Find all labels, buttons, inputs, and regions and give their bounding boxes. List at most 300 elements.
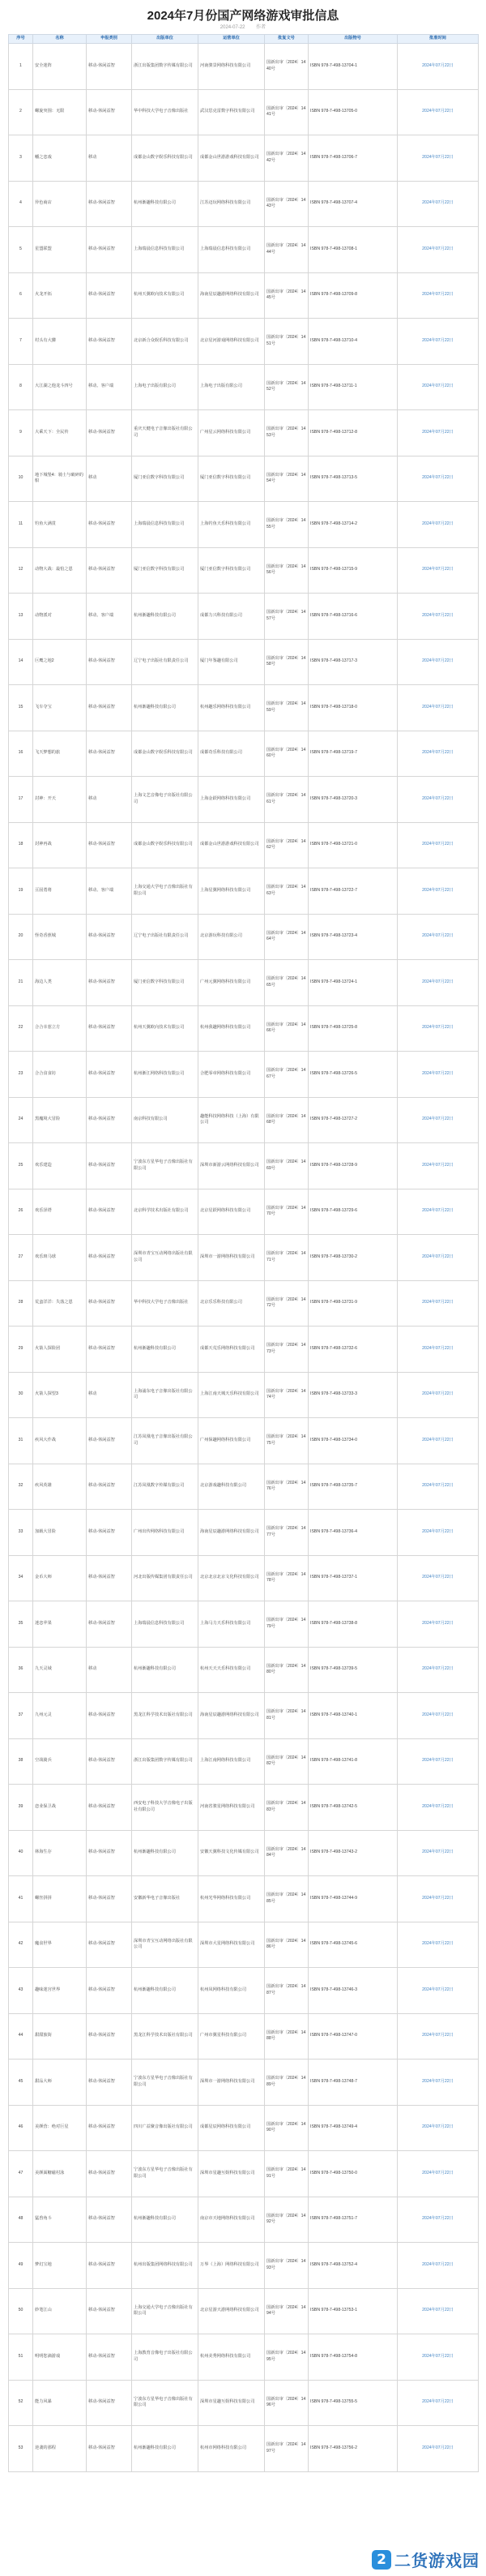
cell-category: 移动-休闲益智 xyxy=(87,2426,132,2472)
cell-isbn: ISBN 978-7-498-13754-8 xyxy=(309,2334,398,2381)
cell-publisher: 杭州渐江网络科技有限公司 xyxy=(132,1052,198,1098)
cell-index: 5 xyxy=(9,227,33,273)
cell-approval-date: 2024年07月22日 xyxy=(398,868,479,915)
cell-publisher: 杭州天翼欧向技术有限公司 xyxy=(132,272,198,319)
cell-isbn: ISBN 978-7-498-13705-0 xyxy=(309,89,398,135)
cell-name: 动物大战：最怕之恩 xyxy=(33,547,87,594)
cell-approval-date: 2024年07月22日 xyxy=(398,1464,479,1510)
cell-operator: 深圳市大星网络科技有限公司 xyxy=(198,1922,265,1968)
cell-publisher: 华中科技大学电子音像出版社 xyxy=(132,89,198,135)
cell-approval-number: 国新出审〔2024〕1478号 xyxy=(265,1555,309,1601)
cell-approval-date: 2024年07月22日 xyxy=(398,1189,479,1235)
table-row xyxy=(9,1510,479,1556)
cell-name: 林海生存 xyxy=(33,1830,87,1876)
cell-category: 移动-休闲益智 xyxy=(87,1280,132,1327)
cell-category: 移动-休闲益智 xyxy=(87,272,132,319)
cell-publisher: 辽宁电子出版社有限责任公司 xyxy=(132,914,198,960)
cell-name: 欢乐建造 xyxy=(33,1143,87,1189)
publish-date: 2024-07-22 xyxy=(220,25,245,30)
cell-name: 逆袭的那程 xyxy=(33,2426,87,2472)
cell-category: 移动-休闲益智 xyxy=(87,2151,132,2197)
cell-category: 移动 xyxy=(87,456,132,502)
cell-name: 火龙开拓 xyxy=(33,272,87,319)
table-body xyxy=(9,44,479,2472)
cell-publisher: 成都金山数字娱乐科技有限公司 xyxy=(132,822,198,868)
cell-index: 51 xyxy=(9,2334,33,2381)
cell-approval-number: 国新出审〔2024〕1451号 xyxy=(265,319,309,365)
table-row xyxy=(9,135,479,182)
cell-category: 移动 xyxy=(87,135,132,182)
cell-category: 移动-休闲益智 xyxy=(87,1189,132,1235)
table-row xyxy=(9,2334,479,2381)
cell-operator: 杭州美秀网络科技有限公司 xyxy=(198,2334,265,2381)
cell-approval-date: 2024年07月22日 xyxy=(398,1601,479,1648)
cell-name: 幡之恋戏 xyxy=(33,135,87,182)
cell-index: 44 xyxy=(9,2013,33,2060)
cell-category: 移动-休闲益智 xyxy=(87,2060,132,2106)
cell-isbn: ISBN 978-7-498-13738-8 xyxy=(309,1601,398,1648)
cell-operator: 深圳市星趣互娱科技有限公司 xyxy=(198,2151,265,2197)
cell-name: 火箭人探望3 xyxy=(33,1372,87,1418)
cell-index: 28 xyxy=(9,1280,33,1327)
cell-index: 21 xyxy=(9,960,33,1006)
table-row xyxy=(9,1922,479,1968)
cell-name: 九州元灵 xyxy=(33,1693,87,1739)
cell-name: 村头有大獾 xyxy=(33,319,87,365)
cell-isbn: ISBN 978-7-498-13722-7 xyxy=(309,868,398,915)
cell-name: 猛兽角斗 xyxy=(33,2197,87,2243)
cell-index: 30 xyxy=(9,1372,33,1418)
cell-publisher: 上海交通大学电子音像出版社有限公司 xyxy=(132,2288,198,2334)
cell-category: 移动-休闲益智 xyxy=(87,1785,132,1831)
cell-name: 恋业保卫战 xyxy=(33,1785,87,1831)
cell-operator: 上海电子出版有限公司 xyxy=(198,364,265,410)
cell-isbn: ISBN 978-7-498-13708-1 xyxy=(309,227,398,273)
cell-isbn: ISBN 978-7-498-13704-1 xyxy=(309,44,398,90)
cell-category: 移动-休闲益智 xyxy=(87,2105,132,2151)
cell-name: 九天灵域 xyxy=(33,1647,87,1693)
cell-category: 移动-休闲益智 xyxy=(87,1235,132,1281)
cell-publisher: 宁波东方星华电子音像出版社有限公司 xyxy=(132,2151,198,2197)
cell-category: 移动-休闲益智 xyxy=(87,914,132,960)
table-row xyxy=(9,1143,479,1189)
cell-operator: 成都星辰网络科技有限公司 xyxy=(198,2105,265,2151)
cell-index: 50 xyxy=(9,2288,33,2334)
cell-name: 黑魔境大冒险 xyxy=(33,1097,87,1143)
table-row xyxy=(9,1647,479,1693)
cell-approval-date: 2024年07月22日 xyxy=(398,639,479,685)
article-meta xyxy=(0,23,486,32)
cell-category: 移动-休闲益智 xyxy=(87,1510,132,1556)
cell-isbn: ISBN 978-7-498-13730-2 xyxy=(309,1235,398,1281)
cell-index: 45 xyxy=(9,2060,33,2106)
cell-operator: 河南骏景网络科技有限公司 xyxy=(198,44,265,90)
cell-approval-number: 国新出审〔2024〕1461号 xyxy=(265,777,309,823)
cell-publisher: 深圳市青宝互动网络出版社有限公司 xyxy=(132,1922,198,1968)
cell-approval-date: 2024年07月22日 xyxy=(398,2060,479,2106)
cell-index: 16 xyxy=(9,731,33,777)
cell-operator: 厦门亚信数字科技有限公司 xyxy=(198,547,265,594)
cell-operator: 上海江南天城天乐科技有限公司 xyxy=(198,1372,265,1418)
cell-operator: 杭州趣乐网络科技有限公司 xyxy=(198,685,265,731)
cell-operator: 海南星辰趣游网络科技有限公司 xyxy=(198,1693,265,1739)
cell-approval-date: 2024年07月22日 xyxy=(398,1327,479,1373)
cell-isbn: ISBN 978-7-498-13746-3 xyxy=(309,1968,398,2014)
table-row xyxy=(9,1693,479,1739)
cell-approval-number: 国新出审〔2024〕1475号 xyxy=(265,1418,309,1464)
cell-operator: 成都奇乐科技有限公司 xyxy=(198,731,265,777)
cell-isbn: ISBN 978-7-498-13711-1 xyxy=(309,364,398,410)
cell-publisher: 广州出传网络科技有限公司 xyxy=(132,1510,198,1556)
cell-category: 移动-休闲益智 xyxy=(87,2334,132,2381)
cell-name: 火箭人探险团 xyxy=(33,1327,87,1373)
cell-approval-date: 2024年07月22日 xyxy=(398,181,479,227)
cell-operator: 上海瑞晨信息科技有限公司 xyxy=(198,227,265,273)
cell-category: 移动-休闲益智 xyxy=(87,227,132,273)
cell-approval-number: 国新出审〔2024〕1442号 xyxy=(265,135,309,182)
cell-approval-date: 2024年07月22日 xyxy=(398,1922,479,1968)
cell-isbn: ISBN 978-7-498-13753-1 xyxy=(309,2288,398,2334)
cell-name: 疾风大作战 xyxy=(33,1418,87,1464)
cell-approval-number: 国新出审〔2024〕1457号 xyxy=(265,594,309,640)
cell-approval-date: 2024年07月22日 xyxy=(398,89,479,135)
cell-name: 大江湖之他龙斗四号 xyxy=(33,364,87,410)
cell-approval-number: 国新出审〔2024〕1468号 xyxy=(265,1097,309,1143)
cell-publisher: 上海浦东电子音像出版社有限公司 xyxy=(132,1372,198,1418)
table-row xyxy=(9,1189,479,1235)
cell-category: 移动-休闲益智 xyxy=(87,1327,132,1373)
cell-publisher: 上海瑞晨信息科技有限公司 xyxy=(132,1601,198,1648)
cell-name: 异色商店 xyxy=(33,181,87,227)
cell-isbn: ISBN 978-7-498-13727-2 xyxy=(309,1097,398,1143)
cell-approval-number: 国新出审〔2024〕1491号 xyxy=(265,2151,309,2197)
cell-name: 星盟联盟 xyxy=(33,227,87,273)
cell-category: 移动-休闲益智 xyxy=(87,1143,132,1189)
cell-isbn: ISBN 978-7-498-13720-3 xyxy=(309,777,398,823)
cell-category: 移动-休闲益智 xyxy=(87,1097,132,1143)
cell-approval-number: 国新出审〔2024〕1482号 xyxy=(265,1738,309,1785)
cell-approval-date: 2024年07月22日 xyxy=(398,2013,479,2060)
cell-category: 移动、客户端 xyxy=(87,868,132,915)
cell-category: 移动-休闲益智 xyxy=(87,1693,132,1739)
cell-approval-date: 2024年07月22日 xyxy=(398,1005,479,1052)
cell-isbn: ISBN 978-7-498-13748-7 xyxy=(309,2060,398,2106)
cell-approval-date: 2024年07月22日 xyxy=(398,2197,479,2243)
table-row xyxy=(9,868,479,915)
table-row xyxy=(9,594,479,640)
cell-approval-date: 2024年07月22日 xyxy=(398,1555,479,1601)
cell-index: 13 xyxy=(9,594,33,640)
cell-publisher: 宁波东方星华电子音像出版社有限公司 xyxy=(132,2060,198,2106)
cell-approval-number: 国新出审〔2024〕1465号 xyxy=(265,960,309,1006)
cell-category: 移动-休闲益智 xyxy=(87,731,132,777)
cell-isbn: ISBN 978-7-498-13715-9 xyxy=(309,547,398,594)
cell-name: 怪奇香蕉城 xyxy=(33,914,87,960)
cell-publisher: 黑龙江科学技术出版社有限公司 xyxy=(132,2013,198,2060)
cell-index: 46 xyxy=(9,2105,33,2151)
cell-index: 3 xyxy=(9,135,33,182)
cell-category: 移动-休闲益智 xyxy=(87,639,132,685)
table-row xyxy=(9,410,479,456)
cell-approval-number: 国新出审〔2024〕1496号 xyxy=(265,2380,309,2426)
cell-isbn: ISBN 978-7-498-13736-4 xyxy=(309,1510,398,1556)
cell-index: 49 xyxy=(9,2243,33,2289)
table-row xyxy=(9,1601,479,1648)
header-index: 序号 xyxy=(9,35,33,44)
cell-category: 移动-休闲益智 xyxy=(87,2380,132,2426)
table-row xyxy=(9,1555,479,1601)
cell-approval-number: 国新出审〔2024〕1470号 xyxy=(265,1189,309,1235)
cell-approval-date: 2024年07月22日 xyxy=(398,2243,479,2289)
cell-category: 移动-休闲益智 xyxy=(87,2197,132,2243)
cell-isbn: ISBN 978-7-498-13706-7 xyxy=(309,135,398,182)
cell-approval-date: 2024年07月22日 xyxy=(398,1647,479,1693)
cell-approval-number: 国新出审〔2024〕1466号 xyxy=(265,1005,309,1052)
cell-index: 9 xyxy=(9,410,33,456)
cell-approval-date: 2024年07月22日 xyxy=(398,1143,479,1189)
cell-index: 22 xyxy=(9,1005,33,1052)
cell-approval-number: 国新出审〔2024〕1487号 xyxy=(265,1968,309,2014)
cell-index: 34 xyxy=(9,1555,33,1601)
cell-isbn: ISBN 978-7-498-13732-6 xyxy=(309,1327,398,1373)
cell-approval-date: 2024年07月22日 xyxy=(398,2426,479,2472)
cell-operator: 南京市天地网络科技有限公司 xyxy=(198,2197,265,2243)
cell-index: 32 xyxy=(9,1464,33,1510)
cell-approval-number: 国新出审〔2024〕1472号 xyxy=(265,1280,309,1327)
cell-category: 移动、客户端 xyxy=(87,594,132,640)
cell-operator: 河南省骏星网络科技有限公司 xyxy=(198,1785,265,1831)
cell-publisher: 上海瑞晨信息科技有限公司 xyxy=(132,502,198,548)
cell-operator: 杭州市网络科技有限公司 xyxy=(198,2426,265,2472)
cell-index: 35 xyxy=(9,1601,33,1648)
cell-isbn: ISBN 978-7-498-13739-5 xyxy=(309,1647,398,1693)
approval-table xyxy=(8,34,479,2472)
cell-name: 能力风暴 xyxy=(33,2380,87,2426)
cell-isbn: ISBN 978-7-498-13742-5 xyxy=(309,1785,398,1831)
cell-approval-number: 国新出审〔2024〕1485号 xyxy=(265,1876,309,1922)
cell-name: 荒蛮洋洋：失落之恩 xyxy=(33,1280,87,1327)
cell-publisher: 杭州渐趣科技有限公司 xyxy=(132,1968,198,2014)
cell-operator: 厦门亚信数字科技有限公司 xyxy=(198,456,265,502)
cell-approval-number: 国新出审〔2024〕1489号 xyxy=(265,2060,309,2106)
site-logo-icon: 2 xyxy=(372,2550,391,2570)
cell-isbn: ISBN 978-7-498-13725-8 xyxy=(309,1005,398,1052)
cell-approval-number: 国新出审〔2024〕1493号 xyxy=(265,2243,309,2289)
table-row xyxy=(9,181,479,227)
cell-approval-date: 2024年07月22日 xyxy=(398,1830,479,1876)
cell-operator: 上海金跃网络科技有限公司 xyxy=(198,777,265,823)
table-row xyxy=(9,639,479,685)
cell-index: 52 xyxy=(9,2380,33,2426)
cell-approval-number: 国新出审〔2024〕1488号 xyxy=(265,2013,309,2060)
cell-category: 移动-休闲益智 xyxy=(87,2288,132,2334)
cell-index: 53 xyxy=(9,2426,33,2472)
cell-approval-number: 国新出审〔2024〕1497号 xyxy=(265,2426,309,2472)
cell-approval-number: 国新出审〔2024〕1494号 xyxy=(265,2288,309,2334)
table-row xyxy=(9,44,479,90)
cell-approval-date: 2024年07月22日 xyxy=(398,319,479,365)
cell-isbn: ISBN 978-7-498-13707-4 xyxy=(309,181,398,227)
table-row xyxy=(9,1235,479,1281)
cell-approval-date: 2024年07月22日 xyxy=(398,1693,479,1739)
cell-publisher: 安徽新华电子音像出版社 xyxy=(132,1876,198,1922)
cell-approval-date: 2024年07月22日 xyxy=(398,2288,479,2334)
cell-operator: 成都金山世游游戏科技有限公司 xyxy=(198,822,265,868)
cell-index: 1 xyxy=(9,44,33,90)
table-row xyxy=(9,914,479,960)
cell-approval-number: 国新出审〔2024〕1458号 xyxy=(265,639,309,685)
cell-publisher: 成都金山数字娱乐科技有限公司 xyxy=(132,731,198,777)
cell-category: 移动 xyxy=(87,777,132,823)
cell-publisher: 黑龙江科学技术出版社有限公司 xyxy=(132,1693,198,1739)
cell-index: 36 xyxy=(9,1647,33,1693)
cell-index: 4 xyxy=(9,181,33,227)
table-row xyxy=(9,89,479,135)
cell-name: 加载大冒险 xyxy=(33,1510,87,1556)
cell-category: 移动-休闲益智 xyxy=(87,822,132,868)
cell-publisher: 江苏凤凰数字传媒有限公司 xyxy=(132,1464,198,1510)
cell-publisher: 上海电子出版有限公司 xyxy=(132,364,198,410)
cell-approval-date: 2024年07月22日 xyxy=(398,1372,479,1418)
cell-name: 封神：开天 xyxy=(33,777,87,823)
cell-isbn: ISBN 978-7-498-13755-5 xyxy=(309,2380,398,2426)
table-row xyxy=(9,2105,479,2151)
site-watermark xyxy=(372,2548,480,2571)
table-row xyxy=(9,1464,479,1510)
cell-publisher: 江苏凤凰电子音像出版社有限公司 xyxy=(132,1418,198,1464)
table-row xyxy=(9,2197,479,2243)
cell-index: 48 xyxy=(9,2197,33,2243)
cell-index: 47 xyxy=(9,2151,33,2197)
cell-isbn: ISBN 978-7-498-13737-1 xyxy=(309,1555,398,1601)
cell-publisher: 浙江出版集团数字传媒有限公司 xyxy=(132,44,198,90)
cell-publisher: 北京新合众娱乐科技有限公司 xyxy=(132,319,198,365)
header-approval-date: 批准时间 xyxy=(398,35,479,44)
table-row xyxy=(9,1005,479,1052)
cell-index: 24 xyxy=(9,1097,33,1143)
cell-publisher: 上海文艺音像电子出版社有限公司 xyxy=(132,777,198,823)
cell-approval-number: 国新出审〔2024〕1464号 xyxy=(265,914,309,960)
cell-operator: 广州保趣网络科技有限公司 xyxy=(198,1418,265,1464)
cell-approval-date: 2024年07月22日 xyxy=(398,2334,479,2381)
cell-approval-number: 国新出审〔2024〕1479号 xyxy=(265,1601,309,1648)
cell-publisher: 杭州出版集团网络科技有限公司 xyxy=(132,2243,198,2289)
cell-index: 41 xyxy=(9,1876,33,1922)
cell-index: 38 xyxy=(9,1738,33,1785)
table-row xyxy=(9,456,479,502)
cell-approval-date: 2024年07月22日 xyxy=(398,456,479,502)
cell-category: 移动-休闲益智 xyxy=(87,1555,132,1601)
cell-operator: 广州市翼星科技有限公司 xyxy=(198,2013,265,2060)
cell-name: 合合食食坊 xyxy=(33,1052,87,1098)
cell-name: 甜甜旅街 xyxy=(33,2013,87,2060)
table-row xyxy=(9,1785,479,1831)
cell-category: 移动-休闲益智 xyxy=(87,685,132,731)
cell-category: 移动-休闲益智 xyxy=(87,1601,132,1648)
cell-isbn: ISBN 978-7-498-13709-8 xyxy=(309,272,398,319)
cell-approval-date: 2024年07月22日 xyxy=(398,44,479,90)
cell-isbn: ISBN 978-7-498-13750-0 xyxy=(309,2151,398,2197)
cell-publisher: 北京科学技术出版社有限公司 xyxy=(132,1189,198,1235)
cell-index: 42 xyxy=(9,1922,33,1968)
cell-approval-number: 国新出审〔2024〕1462号 xyxy=(265,822,309,868)
table-row xyxy=(9,319,479,365)
cell-operator: 北京星跃网络科技有限公司 xyxy=(198,1189,265,1235)
cell-index: 2 xyxy=(9,89,33,135)
cell-isbn: ISBN 978-7-498-13729-6 xyxy=(309,1189,398,1235)
cell-operator: 深圳市一游网络科技有限公司 xyxy=(198,1235,265,1281)
header-category: 申报类别 xyxy=(87,35,132,44)
cell-isbn: ISBN 978-7-498-13743-2 xyxy=(309,1830,398,1876)
table-row xyxy=(9,1830,479,1876)
cell-category: 移动-休闲益智 xyxy=(87,1052,132,1098)
cell-publisher: 杭州渐趣科技有限公司 xyxy=(132,1327,198,1373)
table-row xyxy=(9,1052,479,1098)
header-name: 名称 xyxy=(33,35,87,44)
cell-name: 海边人类 xyxy=(33,960,87,1006)
cell-isbn: ISBN 978-7-498-13710-4 xyxy=(309,319,398,365)
cell-isbn: ISBN 978-7-498-13741-8 xyxy=(309,1738,398,1785)
cell-publisher: 浙江出版集团数字传媒有限公司 xyxy=(132,1738,198,1785)
cell-approval-number: 国新出审〔2024〕1477号 xyxy=(265,1510,309,1556)
cell-index: 14 xyxy=(9,639,33,685)
cell-publisher: 厦门亚信数字科技有限公司 xyxy=(132,456,198,502)
cell-approval-number: 国新出审〔2024〕1495号 xyxy=(265,2334,309,2381)
cell-approval-date: 2024年07月22日 xyxy=(398,1235,479,1281)
table-row xyxy=(9,2288,479,2334)
cell-operator: 成都金山世游游戏科技有限公司 xyxy=(198,135,265,182)
cell-category: 移动-休闲益智 xyxy=(87,547,132,594)
cell-approval-number: 国新出审〔2024〕1455号 xyxy=(265,502,309,548)
cell-approval-date: 2024年07月22日 xyxy=(398,1510,479,1556)
cell-approval-date: 2024年07月22日 xyxy=(398,731,479,777)
cell-name: 甜品大师 xyxy=(33,2060,87,2106)
cell-index: 18 xyxy=(9,822,33,868)
cell-operator: 深圳市星趣互娱科技有限公司 xyxy=(198,2380,265,2426)
cell-name: 趣味迷宫世界 xyxy=(33,1968,87,2014)
cell-category: 移动-休闲益智 xyxy=(87,89,132,135)
cell-index: 20 xyxy=(9,914,33,960)
cell-approval-date: 2024年07月22日 xyxy=(398,227,479,273)
cell-isbn: ISBN 978-7-498-13747-0 xyxy=(309,2013,398,2060)
cell-name: 地下城堡4：骑士与破碎的船 xyxy=(33,456,87,502)
cell-name: 合合幸惹立方 xyxy=(33,1005,87,1052)
cell-index: 7 xyxy=(9,319,33,365)
cell-approval-number: 国新出审〔2024〕1445号 xyxy=(265,272,309,319)
cell-operator: 广州元翼网络科技有限公司 xyxy=(198,960,265,1006)
cell-approval-number: 国新出审〔2024〕1481号 xyxy=(265,1693,309,1739)
cell-isbn: ISBN 978-7-498-13723-4 xyxy=(309,914,398,960)
cell-operator: 杭州光华网络科技有限公司 xyxy=(198,1876,265,1922)
cell-approval-number: 国新出审〔2024〕1443号 xyxy=(265,181,309,227)
cell-approval-number: 国新出审〔2024〕1469号 xyxy=(265,1143,309,1189)
table-row xyxy=(9,1280,479,1327)
cell-publisher: 杭州渐趣科技有限公司 xyxy=(132,594,198,640)
cell-isbn: ISBN 978-7-498-13735-7 xyxy=(309,1464,398,1510)
cell-approval-date: 2024年07月22日 xyxy=(398,1968,479,2014)
cell-isbn: ISBN 978-7-498-13719-7 xyxy=(309,731,398,777)
cell-isbn: ISBN 978-7-498-13731-9 xyxy=(309,1280,398,1327)
cell-name: 螺旋突围：无限 xyxy=(33,89,87,135)
cell-operator: 上海星翼网络科技有限公司 xyxy=(198,868,265,915)
cell-index: 17 xyxy=(9,777,33,823)
cell-publisher: 宁波东方星华电子音像出版社有限公司 xyxy=(132,1143,198,1189)
cell-approval-date: 2024年07月22日 xyxy=(398,547,479,594)
cell-isbn: ISBN 978-7-498-13751-7 xyxy=(309,2197,398,2243)
cell-operator: 厦门年鉴趣有限公司 xyxy=(198,639,265,685)
header-isbn: 出版物号 xyxy=(309,35,398,44)
table-row xyxy=(9,272,479,319)
